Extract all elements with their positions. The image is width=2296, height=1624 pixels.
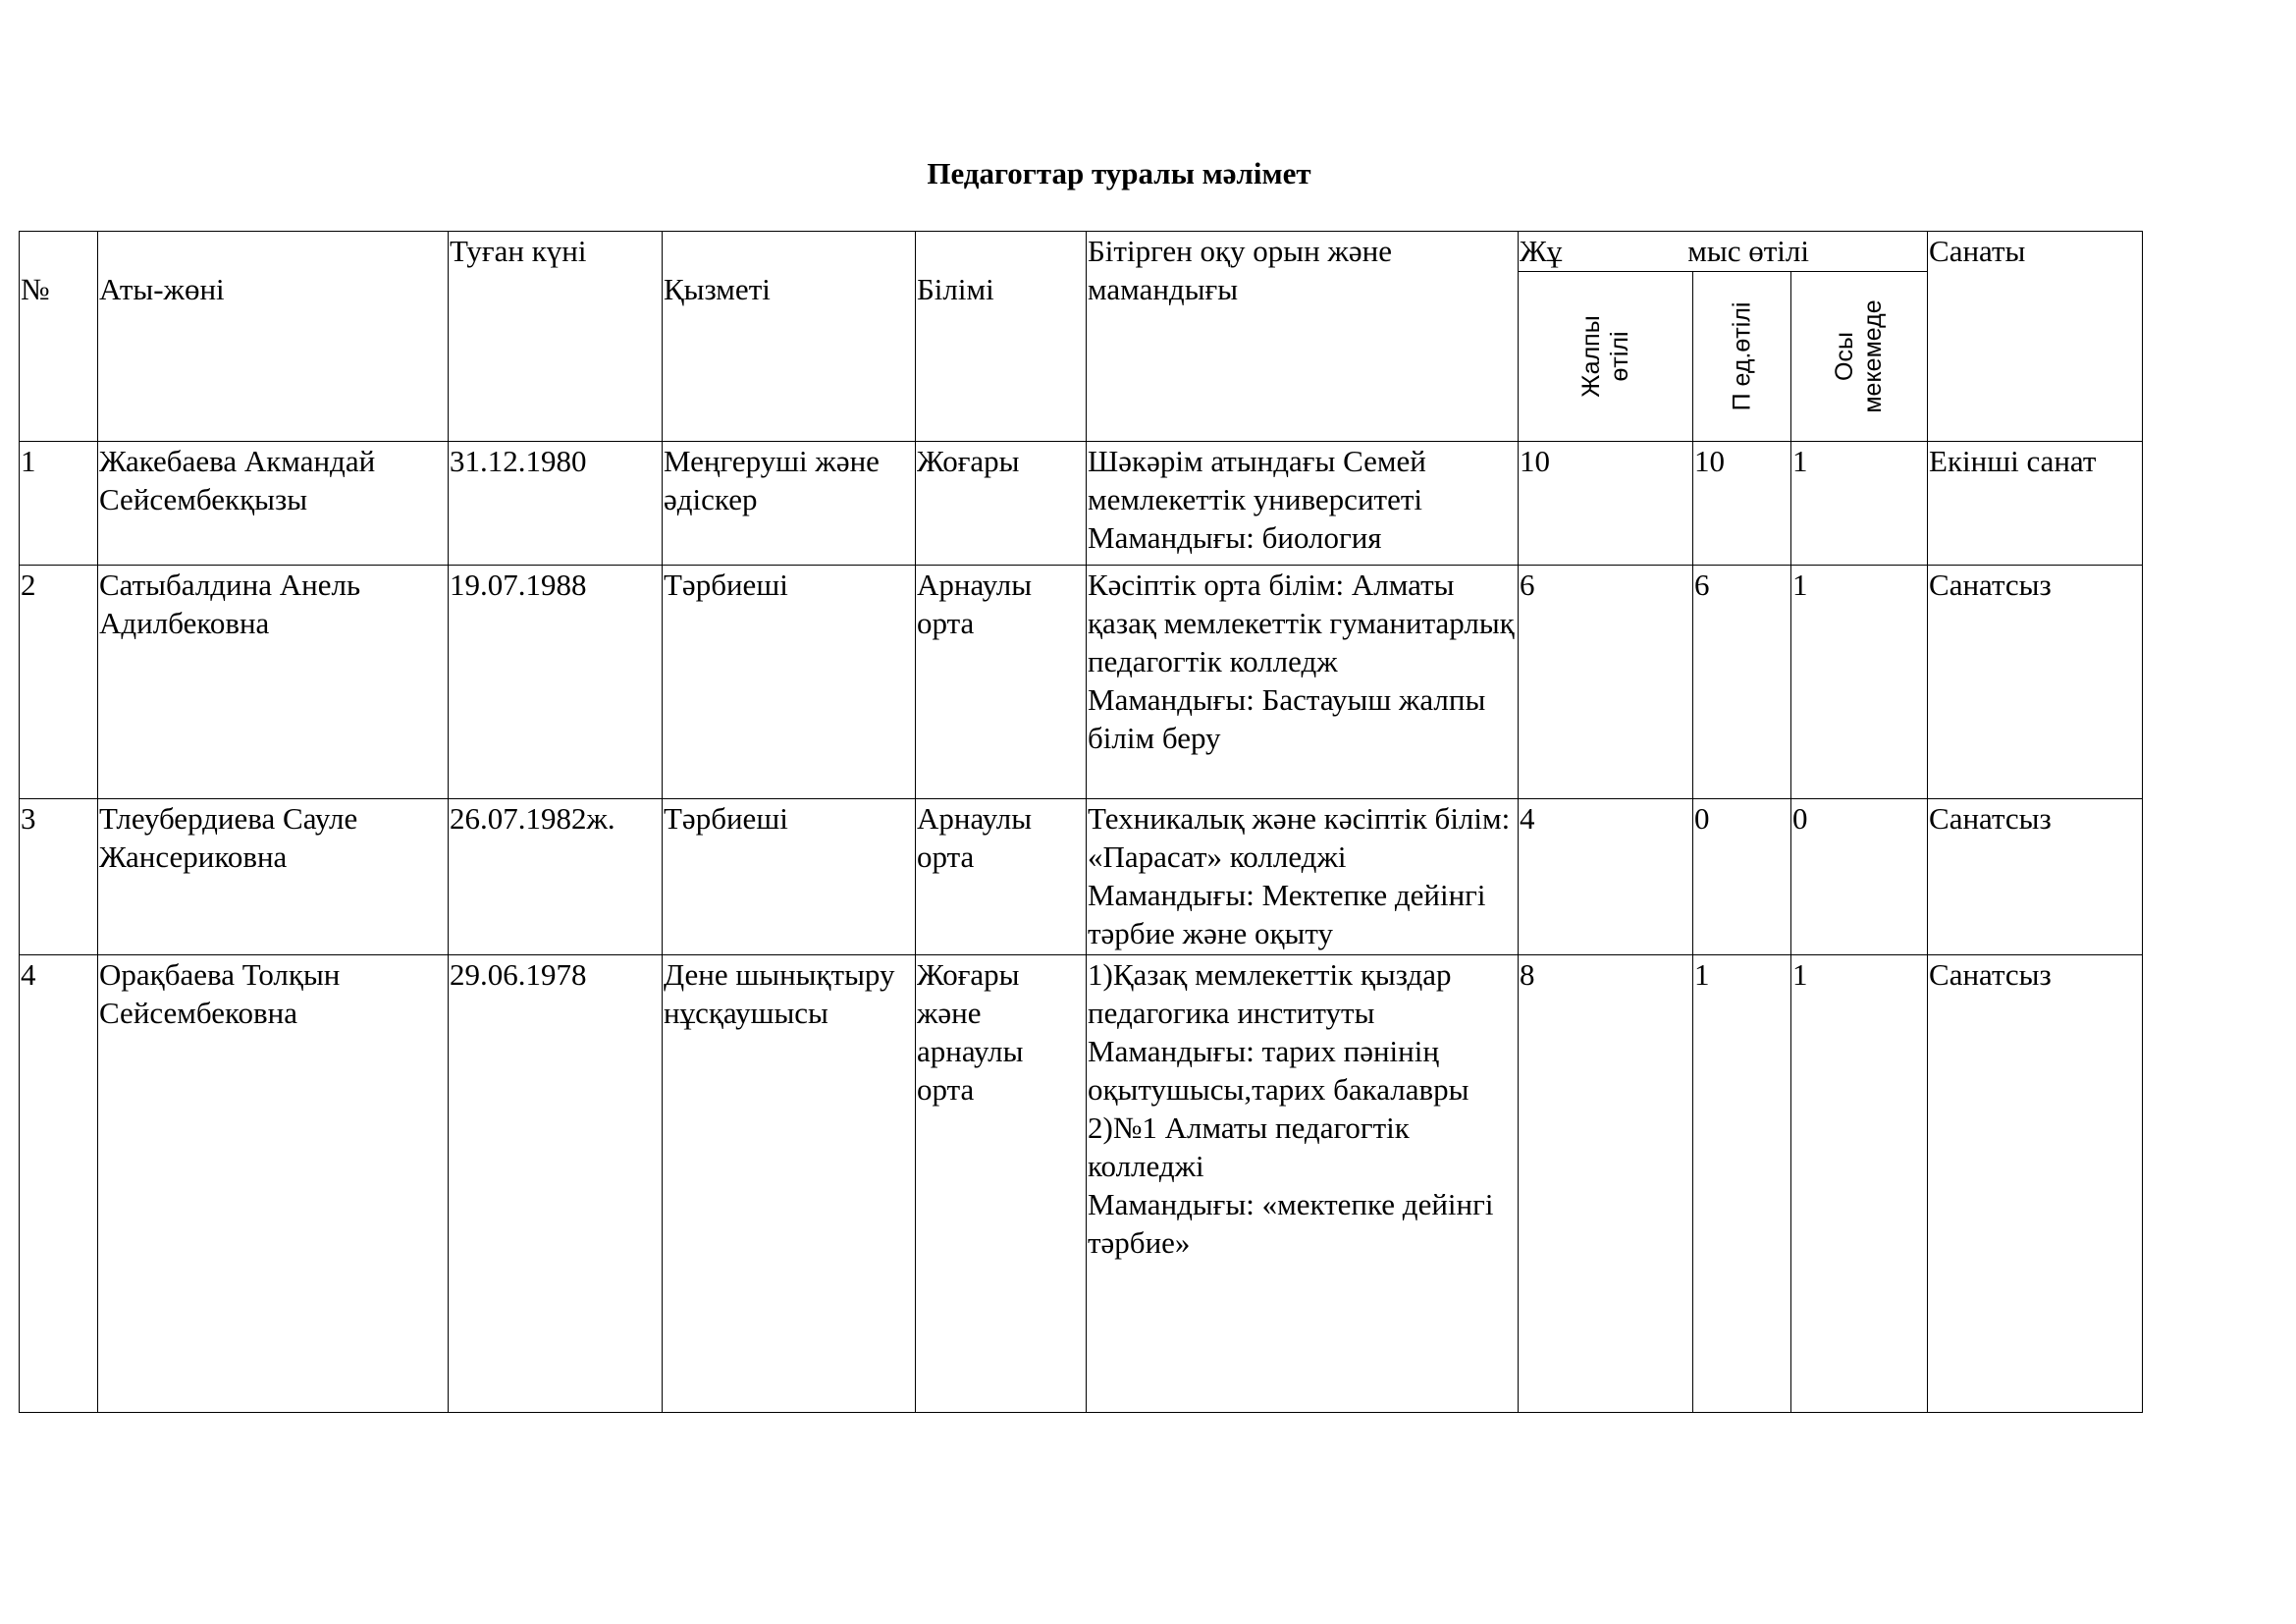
cell-birth: 19.07.1988 xyxy=(449,566,663,799)
header-exp-total-line1: Жалпы xyxy=(1576,315,1605,398)
header-experience xyxy=(1519,232,1928,272)
institution-line: Техникалық және кәсіптік білім: «Парасат» колледжі xyxy=(1088,801,1511,874)
header-experience-part2: мыс өтілі xyxy=(1687,234,1809,268)
cell-exp-ped: 0 xyxy=(1693,799,1791,955)
cell-exp-total: 6 xyxy=(1519,566,1693,799)
cell-name: Жакебаева Акмандай Сейсембекқызы xyxy=(98,442,449,566)
table-row xyxy=(20,799,2143,955)
header-name: Аты-жөні xyxy=(98,232,449,442)
cell-education: Арнаулы орта xyxy=(916,566,1087,799)
header-exp-ped-label: П ед.өтілі xyxy=(1728,301,1755,411)
cell-institution xyxy=(1087,442,1519,566)
cell-num: 3 xyxy=(20,799,98,955)
institution-line: Мамандығы: Бастауыш жалпы білім беру xyxy=(1088,682,1486,755)
cell-exp-here: 0 xyxy=(1791,799,1928,955)
cell-name: Сатыбалдина Анель Адилбековна xyxy=(98,566,449,799)
cell-exp-total: 10 xyxy=(1519,442,1693,566)
cell-position: Меңгеруші және әдіскер xyxy=(663,442,916,566)
cell-name: Орақбаева Толқын Сейсембековна xyxy=(98,955,449,1413)
institution-line: Мамандығы: «мектепке дейінгі тәрбие» xyxy=(1088,1187,1494,1260)
header-exp-here-line1: Осы xyxy=(1831,332,1858,381)
table-row xyxy=(20,955,2143,1413)
header-exp-here xyxy=(1791,272,1928,442)
header-experience-part1: Жұ xyxy=(1520,234,1563,268)
header-birth: Туған күні xyxy=(449,232,663,442)
header-num: № xyxy=(20,232,98,442)
cell-exp-total: 4 xyxy=(1519,799,1693,955)
cell-category: Санатсыз xyxy=(1928,799,2143,955)
cell-birth: 26.07.1982ж. xyxy=(449,799,663,955)
cell-exp-ped: 1 xyxy=(1693,955,1791,1413)
institution-line: Шәкәрім атындағы Семей мемлекеттік университеті xyxy=(1088,444,1426,516)
cell-exp-here: 1 xyxy=(1791,955,1928,1413)
institution-line: Мамандығы: Мектепке дейінгі тәрбие және оқыту xyxy=(1088,878,1486,950)
cell-exp-here: 1 xyxy=(1791,566,1928,799)
cell-exp-total: 8 xyxy=(1519,955,1693,1413)
cell-education: Жоғары xyxy=(916,442,1087,566)
institution-line: Мамандығы: биология xyxy=(1088,520,1382,555)
institution-line: 2)№1 Алматы педагогтік колледжі xyxy=(1088,1110,1410,1183)
teachers-table xyxy=(19,231,2143,1413)
cell-category: Екінші санат xyxy=(1928,442,2143,566)
cell-birth: 29.06.1978 xyxy=(449,955,663,1413)
cell-num: 1 xyxy=(20,442,98,566)
cell-institution xyxy=(1087,566,1519,799)
header-institution: Бітірген оқу орын және мамандығы xyxy=(1087,232,1519,442)
cell-institution xyxy=(1087,799,1519,955)
header-category: Санаты xyxy=(1928,232,2143,442)
header-position: Қызметі xyxy=(663,232,916,442)
cell-birth: 31.12.1980 xyxy=(449,442,663,566)
cell-institution xyxy=(1087,955,1519,1413)
header-exp-total xyxy=(1519,272,1693,442)
cell-category: Санатсыз xyxy=(1928,955,2143,1413)
cell-position: Дене шынықтыру нұсқаушысы xyxy=(663,955,916,1413)
header-exp-here-line2: мекемеде xyxy=(1859,299,1887,413)
cell-position: Тәрбиеші xyxy=(663,799,916,955)
header-row xyxy=(20,232,2143,272)
cell-education: Жоғары және арнаулы орта xyxy=(916,955,1087,1413)
cell-num: 2 xyxy=(20,566,98,799)
cell-category: Санатсыз xyxy=(1928,566,2143,799)
cell-name: Тлеубердиева Сауле Жансериковна xyxy=(98,799,449,955)
header-education: Білімі xyxy=(916,232,1087,442)
cell-education: Арнаулы орта xyxy=(916,799,1087,955)
document-title: Педагогтар туралы мәлімет xyxy=(927,156,1311,190)
cell-exp-ped: 6 xyxy=(1693,566,1791,799)
cell-exp-here: 1 xyxy=(1791,442,1928,566)
cell-position: Тәрбиеші xyxy=(663,566,916,799)
institution-line: 1)Қазақ мемлекеттік қыздар педагогика институты xyxy=(1088,957,1452,1030)
table-row xyxy=(20,442,2143,566)
institution-line: Кәсіптік орта білім: Алматы қазақ мемлекеттік гуманитарлық педагогтік колледж xyxy=(1088,568,1515,678)
cell-exp-ped: 10 xyxy=(1693,442,1791,566)
table-row xyxy=(20,566,2143,799)
institution-line: Мамандығы: тарих пәнінің оқытушысы,тарих бакалавры xyxy=(1088,1034,1469,1107)
cell-num: 4 xyxy=(20,955,98,1413)
header-exp-total-line2: өтілі xyxy=(1605,331,1633,382)
header-exp-ped xyxy=(1693,272,1791,442)
